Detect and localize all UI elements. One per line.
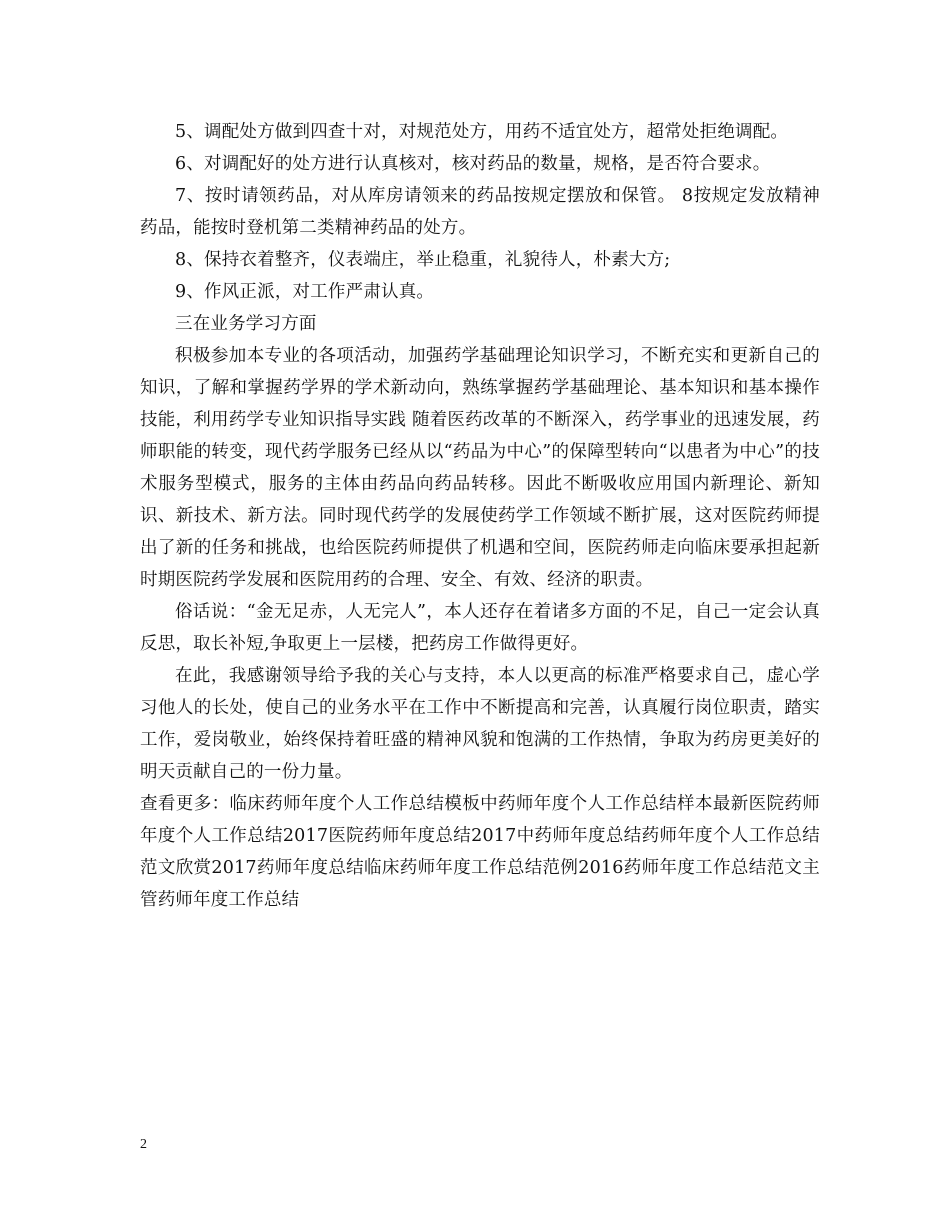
paragraph-thanks: 在此，我感谢领导给予我的关心与支持，本人以更高的标准严格要求自己，虚心学习他人的长处，使自己的业务水平在工作中不断提高和完善，认真履行岗位职责，踏实工作，爱岗敬业，始终保持着旺盛的精神风貌和饱满的工作热情，争取为药房更美好的明天贡献自己的一份力量。 [140,666,820,782]
paragraph-item-5: 5、调配处方做到四查十对，对规范处方，用药不适宜处方，超常处拒绝调配。 [175,122,789,142]
paragraph-proverb: 俗话说：“金无足赤，人无完人”，本人还存在着诸多方面的不足，自己一定会认真反思，取长补短,争取更上一层楼，把药房工作做得更好。 [140,602,820,654]
paragraph-item-8: 8、保持衣着整齐，仪表端庄，举止稳重，礼貌待人，朴素大方; [175,250,671,270]
document-body [140,116,820,916]
paragraph-item-7: 7、按时请领药品，对从库房请领来的药品按规定摆放和保管。 8按规定发放精神药品，能按时登机第二类精神药品的处方。 [140,186,820,238]
section-heading-study: 三在业务学习方面 [175,314,317,334]
paragraph-item-6: 6、对调配好的处方进行认真核对，核对药品的数量，规格，是否符合要求。 [175,154,771,174]
page-number: 2 [140,1137,147,1152]
see-more-links: 查看更多：临床药师年度个人工作总结模板中药师年度个人工作总结样本最新医院药师年度个人工作总结2017医院药师年度总结2017中药师年度总结药师年度个人工作总结范文欣赏2017药师年度总结临床药师年度工作总结范例2016药师年度工作总结范文主管药师年度工作总结 [140,794,820,910]
paragraph-study: 积极参加本专业的各项活动，加强药学基础理论知识学习，不断充实和更新自己的知识，了解和掌握药学界的学术新动向，熟练掌握药学基础理论、基本知识和基本操作技能，利用药学专业知识指导实践 随着医药改革的不断深入，药学事业的迅速发展，药师职能的转变，现代药学服务已经从以“药品为中心”的保障型转向“以患者为中心”的技术服务型模式，服务的主体由药品向药品转移。因此不断吸收应用国内新理论、新知识、新技术、新方法。同时现代药学的发展使药学工作领域不断扩展，这对医院药师提出了新的任务和挑战，也给医院药师提供了机遇和空间，医院药师走向临床要承担起新时期医院药学发展和医院用药的合理、安全、有效、经济的职责。 [140,346,820,590]
paragraph-item-9: 9、作风正派，对工作严肃认真。 [175,282,435,302]
